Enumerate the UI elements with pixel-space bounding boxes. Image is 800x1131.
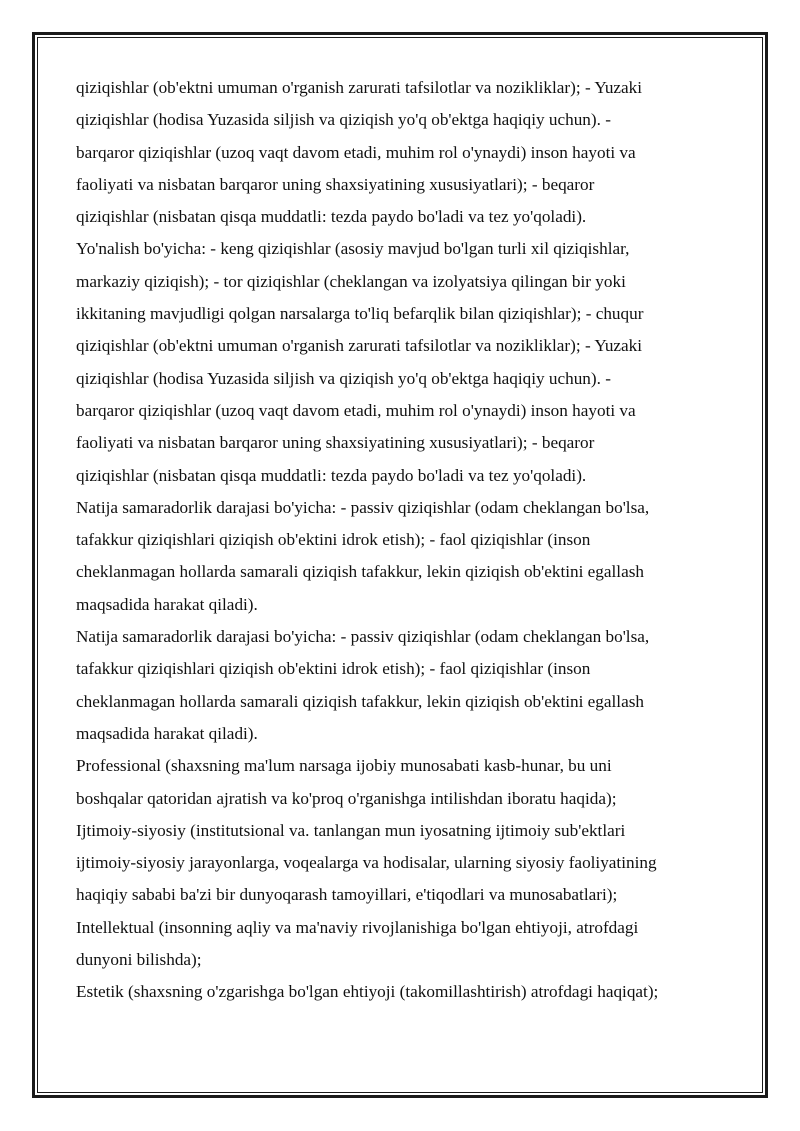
text-line: Natija samaradorlik darajasi bo'yicha: - passiv qiziqishlar (odam cheklangan bo'lsa,	[76, 497, 650, 517]
text-line: ijtimoiy-siyosiy jarayonlarga, voqealarga va hodisalar, ularning siyosiy faoliyatining	[76, 853, 657, 873]
text-line: Natija samaradorlik darajasi bo'yicha: - passiv qiziqishlar (odam cheklangan bo'lsa,	[76, 627, 650, 647]
text-line: dunyoni bilishda);	[76, 950, 202, 970]
text-line: qiziqishlar (ob'ektni umuman o'rganish zarurati tafsilotlar va nozikliklar); - Yuzaki	[76, 78, 643, 97]
text-line: ikkitaning mavjudligi qolgan narsalarga to'liq befarqlik bilan qiziqishlar); - chuqur	[76, 304, 644, 324]
text-line: qiziqishlar (hodisa Yuzasida siljish va qiziqish yo'q ob'ektga haqiqiy uchun). -	[76, 110, 611, 130]
text-line: tafakkur qiziqishlari qiziqish ob'ektini idrok etish); - faol qiziqishlar (inson	[76, 530, 591, 550]
text-line: Estetik (shaxsning o'zgarishga bo'lgan ehtiyoji (takomillashtirish) atrofdagi haqiqat);	[76, 982, 659, 1002]
text-line: maqsadida harakat qiladi).	[76, 594, 258, 614]
text-line: qiziqishlar (hodisa Yuzasida siljish va qiziqish yo'q ob'ektga haqiqiy uchun). -	[76, 368, 611, 388]
text-line: markaziy qiziqish); - tor qiziqishlar (cheklangan va izolyatsiya qilingan bir yoki	[76, 271, 626, 291]
text-line: faoliyati va nisbatan barqaror uning shaxsiyatining xususiyatlari); - beqaror	[76, 433, 595, 453]
text-line: cheklanmagan hollarda samarali qiziqish tafakkur, lekin qiziqish ob'ektini egallash	[76, 562, 644, 582]
text-line: barqaror qiziqishlar (uzoq vaqt davom etadi, muhim rol o'ynaydi) inson hayoti va	[76, 142, 636, 162]
text-line: barqaror qiziqishlar (uzoq vaqt davom etadi, muhim rol o'ynaydi) inson hayoti va	[76, 400, 636, 420]
text-line: Yo'nalish bo'yicha: - keng qiziqishlar (asosiy mavjud bo'lgan turli xil qiziqishlar,	[76, 239, 630, 259]
text-line: qiziqishlar (ob'ektni umuman o'rganish zarurati tafsilotlar va nozikliklar); - Yuzaki	[76, 336, 643, 356]
document-body	[76, 72, 726, 1009]
text-line: tafakkur qiziqishlari qiziqish ob'ektini idrok etish); - faol qiziqishlar (inson	[76, 659, 591, 679]
text-line: maqsadida harakat qiladi).	[76, 723, 258, 743]
text-line: Intellektual (insonning aqliy va ma'naviy rivojlanishiga bo'lgan ehtiyoji, atrofdagi	[76, 917, 639, 937]
text-line: haqiqiy sababi ba'zi bir dunyoqarash tamoyillari, e'tiqodlari va munosabatlari);	[76, 885, 618, 905]
text-line: Professional (shaxsning ma'lum narsaga ijobiy munosabati kasb-hunar, bu uni	[76, 756, 612, 776]
text-line: boshqalar qatoridan ajratish va ko'proq o'rganishga intilishdan iboratu haqida);	[76, 788, 617, 808]
text-line: qiziqishlar (nisbatan qisqa muddatli: tezda paydo bo'ladi va tez yo'qoladi).	[76, 207, 587, 227]
text-line: Ijtimoiy-siyosiy (institutsional va. tanlangan mun iyosatning ijtimoiy sub'ektlari	[76, 820, 626, 840]
text-line: cheklanmagan hollarda samarali qiziqish tafakkur, lekin qiziqish ob'ektini egallash	[76, 691, 644, 711]
text-line: faoliyati va nisbatan barqaror uning shaxsiyatining xususiyatlari); - beqaror	[76, 174, 595, 194]
text-line: qiziqishlar (nisbatan qisqa muddatli: tezda paydo bo'ladi va tez yo'qoladi).	[76, 465, 587, 485]
